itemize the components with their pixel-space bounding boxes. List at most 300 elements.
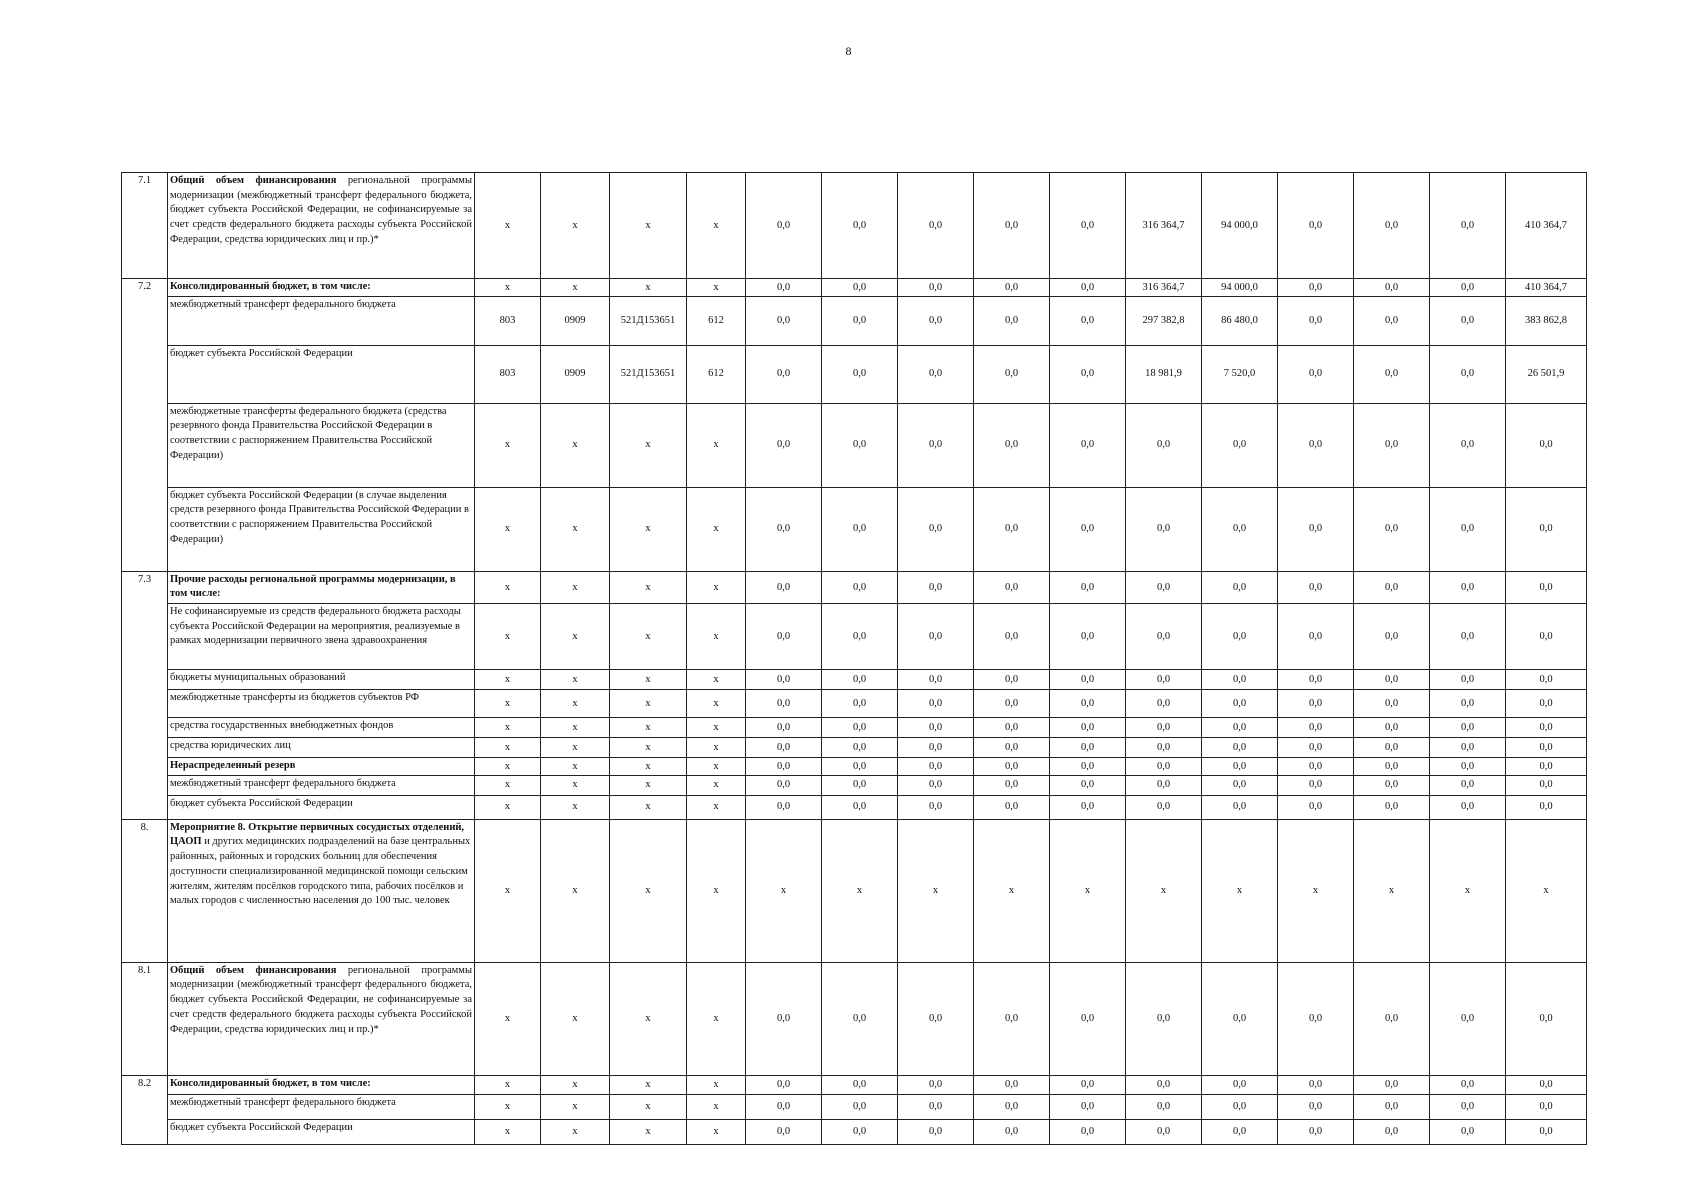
row-description-bold: Общий объем финансирования — [170, 964, 337, 976]
value-cell: x — [610, 795, 687, 819]
value-cell: 0,0 — [1050, 604, 1126, 670]
row-description-text: средства государственных внебюджетных фондов — [170, 720, 394, 732]
row-description-bold: Мероприятие 8. Открытие первичных сосудистых отделений, ЦАОП — [170, 821, 465, 848]
value-cell: 0,0 — [974, 403, 1050, 487]
table-row — [122, 690, 1587, 718]
row-description-bold: Нераспределенный резерв — [170, 760, 296, 772]
value-cell: 0,0 — [1430, 403, 1506, 487]
value-cell: 0,0 — [1430, 962, 1506, 1075]
value-cell: 0,0 — [822, 571, 898, 603]
row-description-text: межбюджетные трансферты из бюджетов субъектов РФ — [170, 692, 420, 704]
table-row — [122, 403, 1587, 487]
value-cell: 0909 — [541, 296, 610, 345]
value-cell: 0,0 — [1430, 738, 1506, 758]
value-cell: 0,0 — [974, 1094, 1050, 1119]
value-cell: 0,0 — [822, 604, 898, 670]
value-cell: 0,0 — [822, 296, 898, 345]
value-cell: 0,0 — [746, 604, 822, 670]
value-cell: 0,0 — [746, 173, 822, 279]
value-cell: x — [475, 670, 541, 690]
value-cell: 0,0 — [1202, 1075, 1278, 1094]
value-cell: 0,0 — [746, 571, 822, 603]
value-cell: 0,0 — [1354, 690, 1430, 718]
value-cell: 0,0 — [822, 1075, 898, 1094]
value-cell: 0,0 — [822, 279, 898, 297]
value-cell: x — [1050, 819, 1126, 962]
value-cell: 0,0 — [1430, 571, 1506, 603]
value-cell: 0,0 — [822, 173, 898, 279]
value-cell: 0,0 — [1430, 279, 1506, 297]
value-cell: 0,0 — [1050, 738, 1126, 758]
value-cell: 0,0 — [1126, 775, 1202, 795]
value-cell: 0,0 — [974, 758, 1050, 776]
value-cell: 0,0 — [1278, 173, 1354, 279]
value-cell: 0,0 — [1278, 487, 1354, 571]
value-cell: 0,0 — [1506, 758, 1587, 776]
row-description — [168, 758, 475, 776]
value-cell: x — [610, 1094, 687, 1119]
value-cell: 0,0 — [1506, 718, 1587, 738]
value-cell: 612 — [687, 296, 746, 345]
value-cell: 0,0 — [1430, 604, 1506, 670]
value-cell: 0,0 — [1050, 690, 1126, 718]
value-cell: 18 981,9 — [1126, 345, 1202, 403]
row-number — [122, 1119, 168, 1144]
value-cell: x — [475, 690, 541, 718]
value-cell: 0,0 — [898, 670, 974, 690]
value-cell: x — [610, 690, 687, 718]
table-row — [122, 1075, 1587, 1094]
value-cell: 0,0 — [1202, 718, 1278, 738]
value-cell: 0,0 — [1202, 604, 1278, 670]
value-cell: x — [687, 718, 746, 738]
value-cell: x — [687, 670, 746, 690]
row-description-bold: Консолидированный бюджет, в том числе: — [170, 1077, 371, 1089]
row-description-text: межбюджетный трансферт федерального бюджета — [170, 1096, 396, 1108]
value-cell: 316 364,7 — [1126, 173, 1202, 279]
value-cell: 0,0 — [746, 279, 822, 297]
value-cell: 0,0 — [1354, 604, 1430, 670]
row-description — [168, 795, 475, 819]
value-cell: x — [541, 1119, 610, 1144]
row-number — [122, 296, 168, 345]
value-cell: 0,0 — [1202, 690, 1278, 718]
value-cell: 0,0 — [746, 690, 822, 718]
value-cell: x — [687, 775, 746, 795]
table-row — [122, 487, 1587, 571]
value-cell: 521Д153651 — [610, 345, 687, 403]
value-cell: 0,0 — [1202, 795, 1278, 819]
value-cell: 0,0 — [1202, 670, 1278, 690]
value-cell: 0,0 — [1126, 571, 1202, 603]
value-cell: 0,0 — [746, 403, 822, 487]
value-cell: x — [610, 487, 687, 571]
value-cell: 0,0 — [1278, 758, 1354, 776]
value-cell: 0,0 — [1050, 670, 1126, 690]
row-description-text: региональной программы модернизации (межбюджетный трансферт федерального бюджета, бюджет субъекта Российской Федерации, не софинансируемые за счет средств федерального бюджета расходы субъекта Российской Федерации, средства юридических лиц и пр.)* — [170, 175, 472, 245]
table-row — [122, 718, 1587, 738]
value-cell: 0,0 — [822, 962, 898, 1075]
value-cell: x — [687, 279, 746, 297]
value-cell: 0,0 — [1430, 718, 1506, 738]
value-cell: 0,0 — [1354, 173, 1430, 279]
value-cell: 0,0 — [1126, 604, 1202, 670]
value-cell: x — [1506, 819, 1587, 962]
value-cell: 0,0 — [1278, 718, 1354, 738]
table-row — [122, 795, 1587, 819]
row-description-text: региональной программы модернизации (межбюджетный трансферт федерального бюджета, бюджет субъекта Российской Федерации, не софинансируемые за счет средств федерального бюджета расходы субъекта Российской Федерации, средства юридических лиц и пр.)* — [170, 964, 472, 1035]
value-cell: 316 364,7 — [1126, 279, 1202, 297]
value-cell: 0,0 — [974, 775, 1050, 795]
row-number: 8. — [122, 819, 168, 962]
value-cell: x — [1430, 819, 1506, 962]
value-cell: 0,0 — [1278, 690, 1354, 718]
value-cell: 0,0 — [1278, 571, 1354, 603]
value-cell: x — [541, 795, 610, 819]
value-cell: 0,0 — [974, 279, 1050, 297]
value-cell: 0,0 — [1202, 571, 1278, 603]
value-cell: 0,0 — [898, 604, 974, 670]
value-cell: 0,0 — [822, 795, 898, 819]
value-cell: 521Д153651 — [610, 296, 687, 345]
value-cell: 0,0 — [1050, 173, 1126, 279]
row-number — [122, 345, 168, 403]
value-cell: x — [475, 604, 541, 670]
value-cell: x — [475, 571, 541, 603]
value-cell: 0,0 — [1506, 403, 1587, 487]
value-cell: x — [541, 487, 610, 571]
row-number: 7.1 — [122, 173, 168, 279]
value-cell: 0,0 — [1050, 718, 1126, 738]
row-description-bold: Общий объем финансирования — [170, 175, 337, 186]
value-cell: 0,0 — [898, 1119, 974, 1144]
value-cell: 0,0 — [1430, 173, 1506, 279]
value-cell: 0,0 — [1430, 1094, 1506, 1119]
value-cell: 0,0 — [898, 690, 974, 718]
value-cell: 0,0 — [1050, 571, 1126, 603]
value-cell: 0,0 — [746, 1075, 822, 1094]
value-cell: 0,0 — [974, 345, 1050, 403]
row-description — [168, 345, 475, 403]
value-cell: x — [687, 795, 746, 819]
value-cell: 0,0 — [974, 487, 1050, 571]
row-description — [168, 604, 475, 670]
value-cell: 0,0 — [746, 487, 822, 571]
value-cell: 0,0 — [974, 962, 1050, 1075]
value-cell: 0,0 — [1354, 670, 1430, 690]
value-cell: x — [475, 738, 541, 758]
row-number — [122, 795, 168, 819]
row-description — [168, 1075, 475, 1094]
value-cell: 0,0 — [1126, 1119, 1202, 1144]
value-cell: 0,0 — [1126, 403, 1202, 487]
value-cell: 0,0 — [898, 279, 974, 297]
row-number: 8.1 — [122, 962, 168, 1075]
value-cell: 0,0 — [746, 345, 822, 403]
value-cell: 0,0 — [1430, 758, 1506, 776]
value-cell: 0,0 — [1506, 487, 1587, 571]
row-description-text: бюджет субъекта Российской Федерации — [170, 797, 353, 809]
value-cell: x — [687, 403, 746, 487]
row-description-text: межбюджетные трансферты федерального бюджета (средства резервного фонда Правительства Российской Федерации в соответствии с распоряжением Правительства Российской Федерации) — [170, 405, 447, 461]
value-cell: 0,0 — [822, 487, 898, 571]
value-cell: x — [610, 571, 687, 603]
row-description — [168, 487, 475, 571]
value-cell: x — [687, 819, 746, 962]
value-cell: 0,0 — [822, 345, 898, 403]
value-cell: x — [475, 962, 541, 1075]
value-cell: 0,0 — [1506, 670, 1587, 690]
value-cell: x — [541, 1094, 610, 1119]
table-row — [122, 345, 1587, 403]
value-cell: 0,0 — [974, 296, 1050, 345]
row-number: 7.3 — [122, 571, 168, 603]
value-cell: 0,0 — [1126, 795, 1202, 819]
value-cell: 0,0 — [1506, 1075, 1587, 1094]
value-cell: 0,0 — [898, 571, 974, 603]
value-cell: 410 364,7 — [1506, 279, 1587, 297]
value-cell: 0,0 — [1354, 487, 1430, 571]
value-cell: 0,0 — [1050, 296, 1126, 345]
row-description-bold: Консолидированный бюджет, в том числе: — [170, 281, 371, 292]
value-cell: 0,0 — [1050, 962, 1126, 1075]
value-cell: x — [687, 1119, 746, 1144]
value-cell: x — [687, 173, 746, 279]
value-cell: x — [687, 738, 746, 758]
row-number — [122, 604, 168, 670]
value-cell: 0,0 — [1202, 775, 1278, 795]
row-description — [168, 1094, 475, 1119]
value-cell: x — [475, 795, 541, 819]
value-cell: x — [1202, 819, 1278, 962]
value-cell: x — [974, 819, 1050, 962]
value-cell: x — [610, 1075, 687, 1094]
value-cell: 0,0 — [822, 1119, 898, 1144]
row-description-bold: Прочие расходы региональной программы модернизации, в том числе: — [170, 573, 456, 600]
value-cell: 0,0 — [1506, 1094, 1587, 1119]
value-cell: 0,0 — [1278, 1094, 1354, 1119]
value-cell: x — [541, 604, 610, 670]
value-cell: 0,0 — [746, 795, 822, 819]
value-cell: 0,0 — [1354, 296, 1430, 345]
value-cell: x — [541, 279, 610, 297]
value-cell: 0,0 — [822, 670, 898, 690]
value-cell: 0,0 — [898, 296, 974, 345]
value-cell: 0,0 — [1202, 487, 1278, 571]
value-cell: 0,0 — [746, 670, 822, 690]
row-number — [122, 718, 168, 738]
value-cell: x — [822, 819, 898, 962]
table-row — [122, 1119, 1587, 1144]
value-cell: 0,0 — [1430, 296, 1506, 345]
value-cell: 0,0 — [1430, 670, 1506, 690]
row-description — [168, 571, 475, 603]
value-cell: x — [475, 758, 541, 776]
value-cell: x — [687, 487, 746, 571]
row-description-text: межбюджетный трансферт федерального бюджета — [170, 298, 396, 310]
value-cell: 0,0 — [1506, 775, 1587, 795]
row-number — [122, 403, 168, 487]
value-cell: 0,0 — [746, 718, 822, 738]
value-cell: 0,0 — [1202, 962, 1278, 1075]
value-cell: 0,0 — [1354, 962, 1430, 1075]
value-cell: 0,0 — [1126, 718, 1202, 738]
value-cell: x — [541, 819, 610, 962]
value-cell: 0,0 — [746, 1119, 822, 1144]
value-cell: x — [1278, 819, 1354, 962]
row-description — [168, 173, 475, 279]
row-description — [168, 670, 475, 690]
value-cell: 7 520,0 — [1202, 345, 1278, 403]
value-cell: x — [475, 1119, 541, 1144]
value-cell: 0,0 — [746, 962, 822, 1075]
value-cell: 0,0 — [1050, 279, 1126, 297]
value-cell: x — [475, 403, 541, 487]
value-cell: x — [687, 1094, 746, 1119]
value-cell: x — [610, 819, 687, 962]
value-cell: 0,0 — [822, 718, 898, 738]
value-cell: 0,0 — [1506, 571, 1587, 603]
row-number — [122, 487, 168, 571]
value-cell: x — [610, 1119, 687, 1144]
value-cell: 0,0 — [898, 738, 974, 758]
value-cell: 0,0 — [898, 758, 974, 776]
row-description — [168, 819, 475, 962]
value-cell: 0,0 — [1202, 758, 1278, 776]
value-cell: x — [610, 758, 687, 776]
row-description-text: средства юридических лиц — [170, 740, 291, 752]
row-number — [122, 738, 168, 758]
row-description-text: бюджет субъекта Российской Федерации (в случае выделения средств резервного фонда Правительства Российской Федерации в соответствии с распоряжением Правительства Российской Федерации) — [170, 489, 469, 545]
value-cell: 0,0 — [1126, 1075, 1202, 1094]
value-cell: 0,0 — [1354, 1119, 1430, 1144]
value-cell: 0,0 — [898, 487, 974, 571]
value-cell: 0,0 — [1506, 604, 1587, 670]
row-description — [168, 738, 475, 758]
value-cell: x — [610, 718, 687, 738]
value-cell: x — [610, 403, 687, 487]
value-cell: 0,0 — [1354, 795, 1430, 819]
value-cell: 0,0 — [822, 738, 898, 758]
table-row — [122, 775, 1587, 795]
row-description — [168, 775, 475, 795]
value-cell: x — [541, 718, 610, 738]
value-cell: 0,0 — [1050, 1094, 1126, 1119]
value-cell: 0,0 — [1278, 296, 1354, 345]
value-cell: 0,0 — [898, 403, 974, 487]
value-cell: 0,0 — [1354, 775, 1430, 795]
value-cell: 0,0 — [1354, 403, 1430, 487]
value-cell: 0,0 — [1202, 1119, 1278, 1144]
value-cell: 0,0 — [1050, 1075, 1126, 1094]
value-cell: 0,0 — [1430, 345, 1506, 403]
row-number — [122, 690, 168, 718]
row-description-text: и других медицинских подразделений на базе центральных районных, районных и городских больниц для обеспечения доступности специализированной медицинской помощи сельским жителям, жителям посёлков городского типа, рабочих посёлков и малых городов с численностью населения до 100 тыс. человек — [170, 836, 471, 907]
value-cell: 383 862,8 — [1506, 296, 1587, 345]
value-cell: 0909 — [541, 345, 610, 403]
row-description — [168, 296, 475, 345]
value-cell: x — [541, 738, 610, 758]
value-cell: 0,0 — [898, 1094, 974, 1119]
value-cell: 0,0 — [1354, 738, 1430, 758]
value-cell: x — [1126, 819, 1202, 962]
table-row — [122, 758, 1587, 776]
value-cell: x — [746, 819, 822, 962]
value-cell: x — [687, 1075, 746, 1094]
value-cell: 0,0 — [1126, 670, 1202, 690]
row-description-text: бюджеты муниципальных образований — [170, 672, 346, 684]
row-number: 8.2 — [122, 1075, 168, 1094]
table-row — [122, 738, 1587, 758]
value-cell: 0,0 — [1126, 690, 1202, 718]
value-cell: 0,0 — [1126, 962, 1202, 1075]
value-cell: 0,0 — [974, 604, 1050, 670]
row-description — [168, 690, 475, 718]
value-cell: 26 501,9 — [1506, 345, 1587, 403]
value-cell: x — [610, 604, 687, 670]
table-row — [122, 604, 1587, 670]
value-cell: 0,0 — [1050, 403, 1126, 487]
value-cell: x — [541, 1075, 610, 1094]
value-cell: x — [475, 173, 541, 279]
financing-table — [121, 172, 1587, 1145]
value-cell: 0,0 — [1126, 487, 1202, 571]
value-cell: 0,0 — [1430, 1075, 1506, 1094]
value-cell: 0,0 — [974, 795, 1050, 819]
row-description-text: бюджет субъекта Российской Федерации — [170, 1121, 353, 1133]
row-description — [168, 403, 475, 487]
value-cell: 0,0 — [1506, 738, 1587, 758]
row-description-text: бюджет субъекта Российской Федерации — [170, 347, 353, 359]
value-cell: x — [687, 690, 746, 718]
value-cell: 0,0 — [1430, 775, 1506, 795]
row-number: 7.2 — [122, 279, 168, 297]
value-cell: 0,0 — [1354, 718, 1430, 738]
value-cell: x — [610, 279, 687, 297]
value-cell: x — [541, 775, 610, 795]
value-cell: 0,0 — [1050, 1119, 1126, 1144]
value-cell: 0,0 — [1050, 345, 1126, 403]
table-row — [122, 1094, 1587, 1119]
value-cell: 0,0 — [898, 775, 974, 795]
value-cell: 0,0 — [1354, 1094, 1430, 1119]
value-cell: 0,0 — [822, 1094, 898, 1119]
value-cell: 0,0 — [1278, 795, 1354, 819]
value-cell: 0,0 — [1278, 775, 1354, 795]
value-cell: 0,0 — [974, 1119, 1050, 1144]
value-cell: 0,0 — [1354, 571, 1430, 603]
value-cell: 0,0 — [1278, 345, 1354, 403]
value-cell: 297 382,8 — [1126, 296, 1202, 345]
value-cell: 0,0 — [1278, 279, 1354, 297]
value-cell: 803 — [475, 345, 541, 403]
value-cell: x — [475, 819, 541, 962]
value-cell: x — [475, 487, 541, 571]
value-cell: 0,0 — [746, 1094, 822, 1119]
value-cell: 0,0 — [822, 403, 898, 487]
value-cell: 94 000,0 — [1202, 173, 1278, 279]
row-description — [168, 279, 475, 297]
value-cell: 0,0 — [1354, 279, 1430, 297]
value-cell: x — [541, 758, 610, 776]
value-cell: 0,0 — [1126, 758, 1202, 776]
value-cell: 0,0 — [1278, 1119, 1354, 1144]
row-description-text: Не софинансируемые из средств федерального бюджета расходы субъекта Российской Федерации на мероприятия, реализуемые в рамках модернизации первичного звена здравоохранения — [170, 606, 461, 647]
row-number — [122, 1094, 168, 1119]
value-cell: x — [687, 571, 746, 603]
value-cell: x — [541, 403, 610, 487]
value-cell: 0,0 — [1278, 1075, 1354, 1094]
